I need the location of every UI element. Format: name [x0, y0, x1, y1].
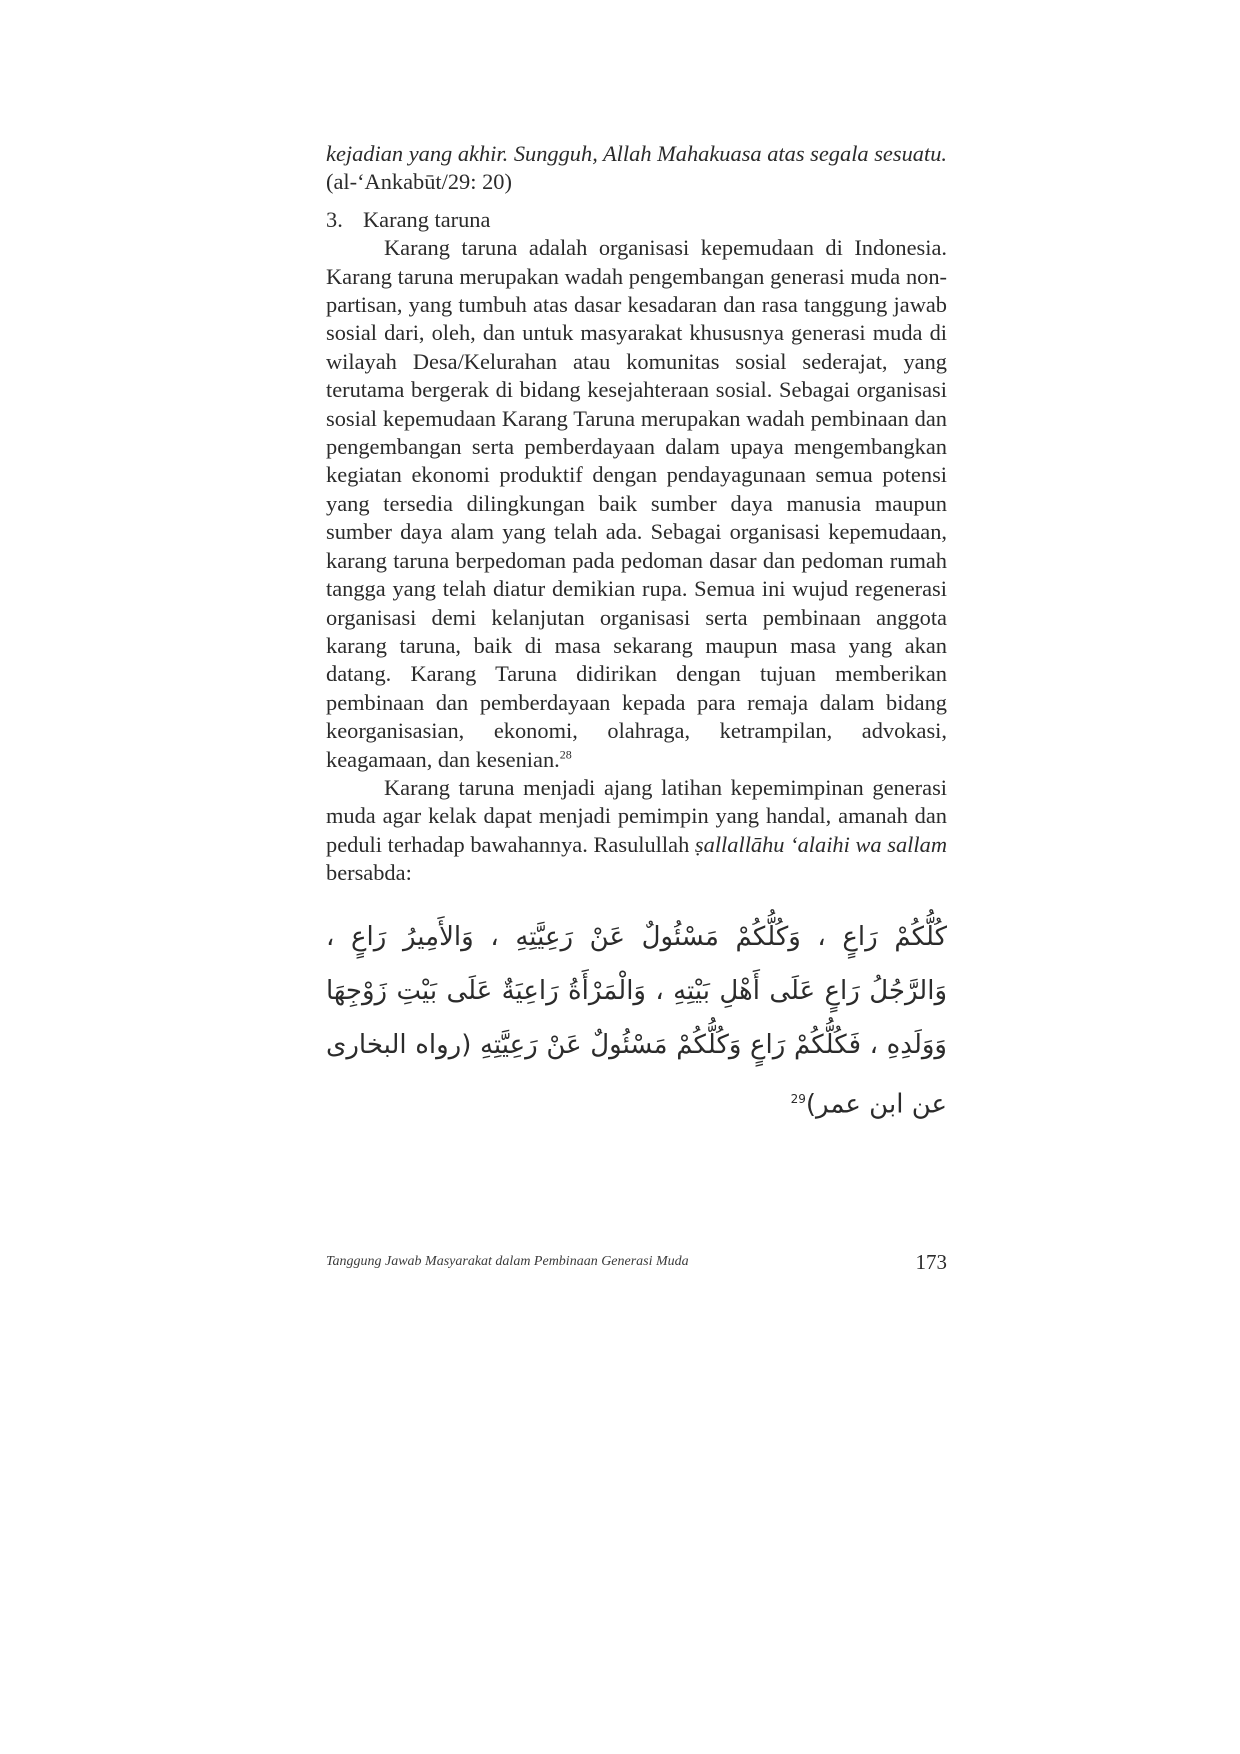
quote-citation: (al-‘Ankabūt/29: 20): [326, 169, 512, 195]
footnote-ref-29[interactable]: 29: [790, 1091, 806, 1106]
quote-continuation: [326, 140, 947, 197]
page-footer: [326, 1250, 947, 1284]
page-number: 173: [915, 1250, 947, 1274]
paragraph-2: [326, 774, 947, 888]
footnote-ref-28[interactable]: 28: [559, 747, 572, 762]
salutation-italic: ṣallallāhu ‘alaihi wa sallam: [694, 831, 947, 857]
running-title: Tanggung Jawab Masyarakat dalam Pembinaan Generasi Muda: [326, 1254, 689, 1269]
hadith-arabic: [326, 910, 947, 1132]
paragraph-2-text: Karang taruna menjadi ajang latihan kepemimpinan generasi muda agar kelak dapat menjadi pemimpin yang handal, amanah dan peduli terhadap bawahannya. Rasulullah: [326, 774, 947, 857]
page-body: [326, 140, 947, 1131]
hadith-text: كُلُّكُمْ رَاعٍ ، وَكُلُّكُمْ مَسْئُولٌ عَنْ رَعِيَّتِهِ ، وَالأَمِيرُ رَاعٍ ، وَالرَّجُلُ رَاعٍ عَلَى أَهْلِ بَيْتِهِ ، وَالْمَرْأَةُ رَاعِيَةٌ عَلَى بَيْتِ زَوْجِهَا وَوَلَدِهِ ، فَكُلُّكُمْ رَاعٍ وَكُلُّكُمْ مَسْئُولٌ عَنْ رَعِيَّتِهِ (رواه البخارى عن ابن عمر): [326, 921, 947, 1120]
paragraph-2-ending: bersabda:: [326, 860, 412, 886]
paragraph-1-text: Karang taruna adalah organisasi kepemudaan di Indonesia. Karang taruna merupakan wadah pengembangan generasi muda non-partisan, yang tumbuh atas dasar kesadaran dan rasa tanggung jawab sosial dari, oleh, dan untuk masyarakat khususnya generasi muda di wilayah Desa/Kelurahan atau komunitas sosial sederajat, yang terutama bergerak di bidang kesejahteraan sosial. Sebagai organisasi sosial kepemudaan Karang Taruna merupakan wadah pembinaan dan pengembangan serta pemberdayaan dalam upaya mengembangkan kegiatan ekonomi produktif dengan pendayagunaan semua potensi yang tersedia dilingkungan baik sumber daya manusia maupun sumber daya alam yang telah ada. Sebagai organisasi kepemudaan, karang taruna berpedoman pada pedoman dasar dan pedoman rumah tangga yang telah diatur demikian rupa. Semua ini wujud regenerasi organisasi demi kelanjutan organisasi serta pembinaan anggota karang taruna, baik di masa sekarang maupun masa yang akan datang. Karang Taruna didirikan dengan tujuan memberikan pembinaan dan pemberdayaan kepada para remaja dalam bidang keorganisasian, ekonomi, olahraga, ketrampilan, advokasi, keagamaan, dan kesenian.: [326, 235, 947, 772]
quote-italic-text: kejadian yang akhir. Sungguh, Allah Mahakuasa atas segala sesuatu.: [326, 141, 947, 166]
section-title: Karang taruna: [363, 206, 491, 232]
section-heading: [326, 206, 947, 234]
paragraph-1: [326, 234, 947, 774]
section-number: 3.: [326, 206, 343, 232]
